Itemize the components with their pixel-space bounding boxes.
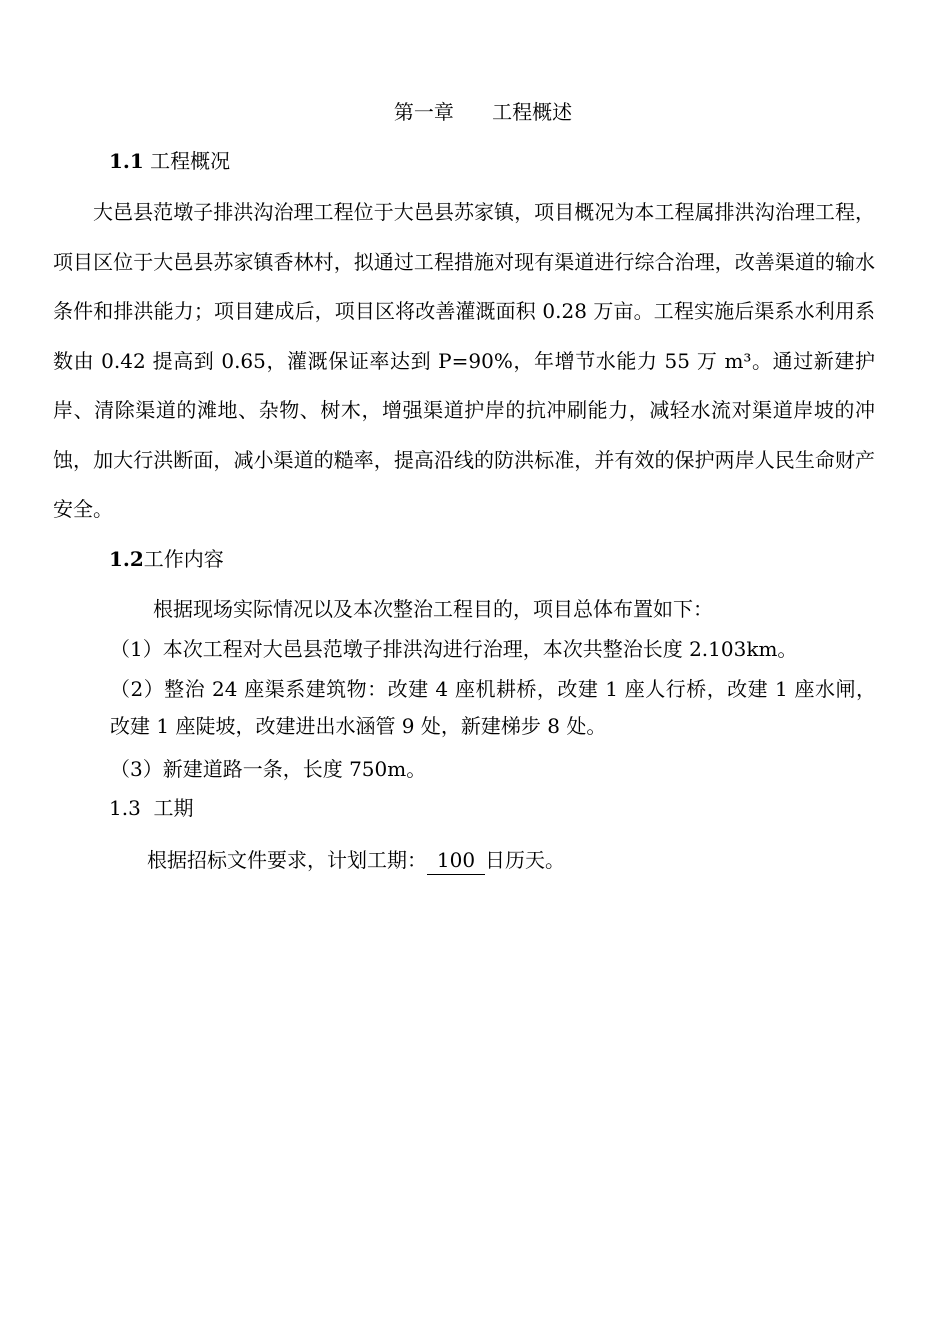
section-title: 工期	[153, 796, 194, 820]
section-heading-1-1	[109, 145, 230, 177]
chapter-title: 第一章 工程概述	[393, 100, 573, 124]
section-heading-1-2	[109, 543, 224, 575]
section-number: 1.1	[109, 149, 144, 173]
schedule-line	[147, 842, 565, 879]
schedule-unit: 日历天。	[485, 848, 565, 872]
section-title: 工作内容	[143, 547, 224, 571]
work-item-1: （1）本次工程对大邑县范墩子排洪沟进行治理，本次共整治长度 2.103km。	[110, 637, 798, 661]
section-number: 1.3	[109, 796, 141, 820]
section-heading-1-3	[109, 792, 194, 824]
section-title: 工程概况	[150, 149, 231, 173]
work-intro: 根据现场实际情况以及本次整治工程目的，项目总体布置如下：	[153, 597, 713, 621]
schedule-duration-field: 100	[427, 846, 485, 875]
overview-paragraph: 大邑县范墩子排洪沟治理工程位于大邑县苏家镇，项目概况为本工程属排洪沟治理工程，项目区位于大邑县苏家镇香林村，拟通过工程措施对现有渠道进行综合治理，改善渠道的输水条件和排洪能力；项目建成后，项目区将改善灌溉面积 0.28 万亩。工程实施后渠系水利用系数由 0.42 提高到 0.65，灌溉保证率达到 P=90%，年增节水能力 55 万 m³。通过新建护岸、清除渠道的滩地、杂物、树木，增强渠道护岸的抗冲刷能力，减轻水流对渠道岸坡的冲蚀，加大行洪断面，减小渠道的糙率，提高沿线的防洪标准，并有效的保护两岸人民生命财产安全。	[53, 200, 875, 521]
work-item-2: （2）整治 24 座渠系建筑物：改建 4 座机耕桥，改建 1 座人行桥，改建 1 座水闸，改建 1 座陡坡，改建进出水涵管 9 处，新建梯步 8 处。	[110, 677, 876, 738]
schedule-text: 根据招标文件要求，计划工期：	[147, 848, 427, 872]
section-number: 1.2	[109, 547, 144, 571]
work-item-3: （3）新建道路一条，长度 750m。	[110, 757, 427, 781]
